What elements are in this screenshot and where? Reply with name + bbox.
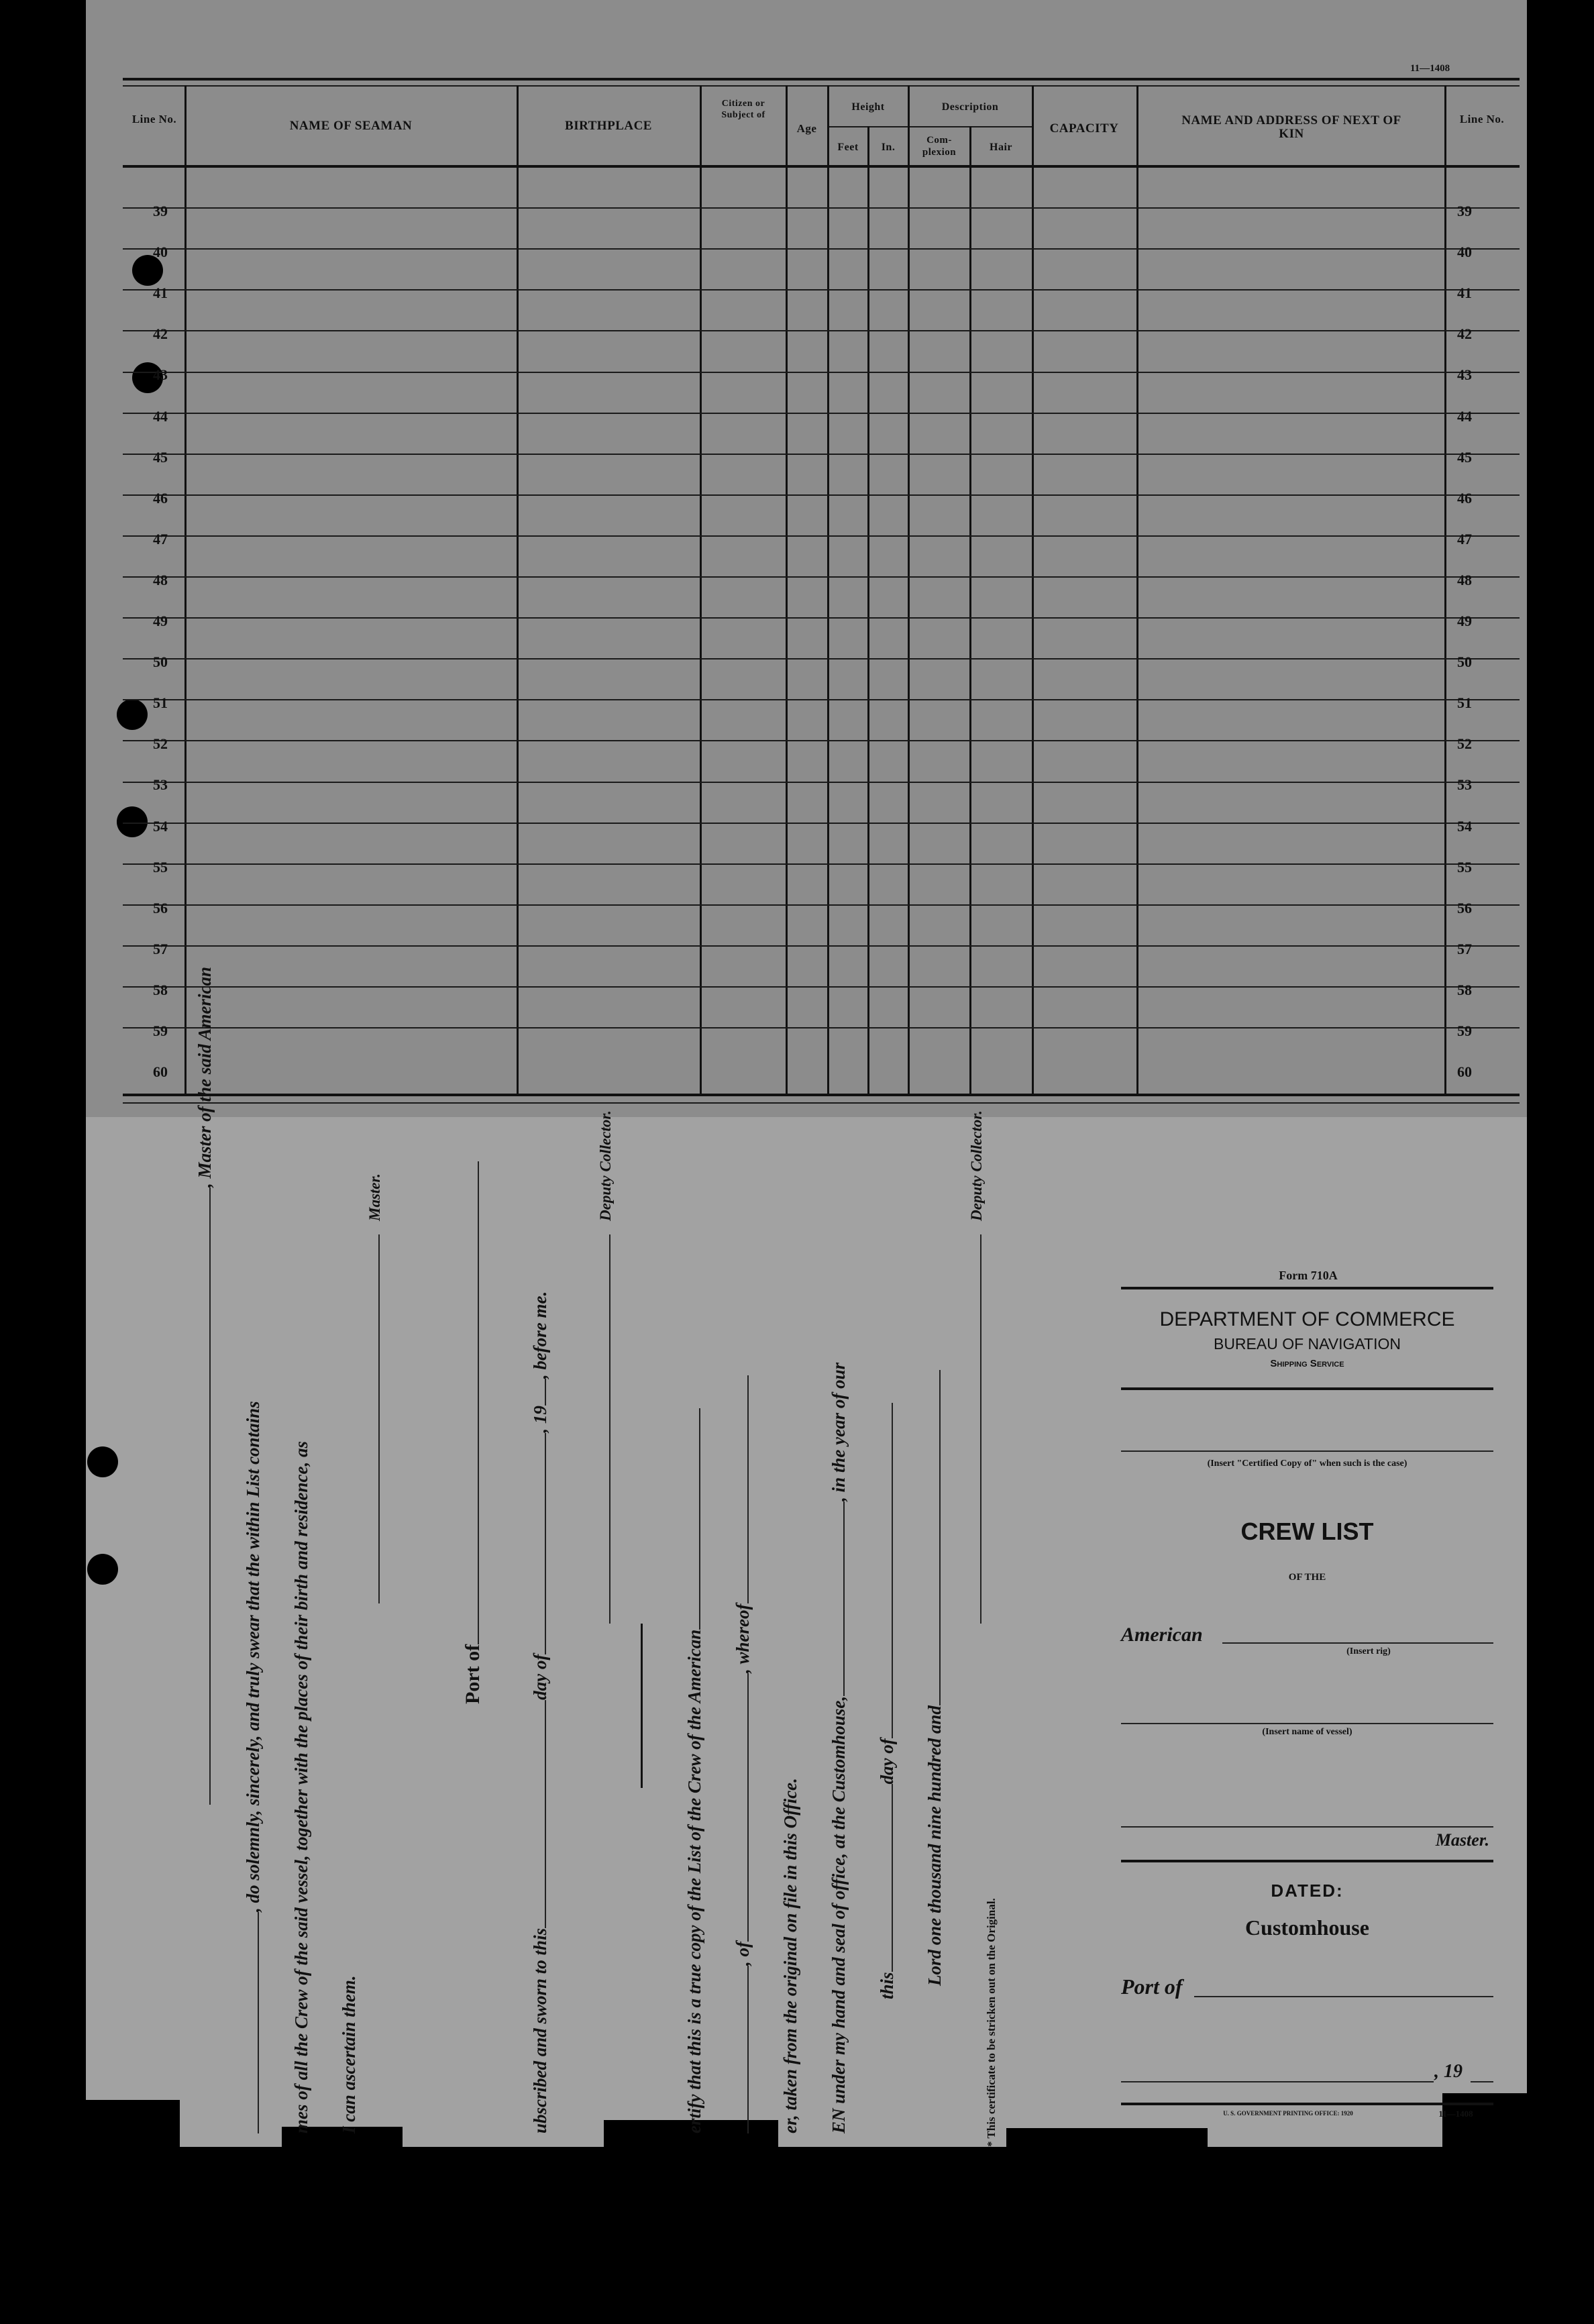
row-number-left: 54 — [153, 818, 168, 835]
header-feet: Feet — [837, 142, 859, 153]
row-number-left: 50 — [153, 653, 168, 670]
col-divider — [908, 85, 910, 1095]
row-number-left: 44 — [153, 408, 168, 425]
row-number-left: 55 — [153, 859, 168, 876]
table-row — [123, 576, 1520, 578]
table-row — [123, 782, 1520, 783]
row-number-right: 47 — [1457, 531, 1472, 547]
row-number-left: 56 — [153, 900, 168, 916]
col-divider — [1032, 85, 1034, 1095]
blank — [747, 1673, 749, 1942]
master-line — [1121, 1826, 1493, 1828]
header-complexion: Com- plexion — [922, 135, 957, 158]
blank — [258, 1912, 259, 2133]
row-number-right: 40 — [1457, 244, 1472, 260]
deputy-signature-line-1: Deputy Collector. — [597, 1110, 615, 1624]
header-description: Description — [941, 101, 999, 113]
row-number-left: 45 — [153, 449, 168, 466]
blank — [699, 1408, 700, 1630]
header-birthplace: BIRTHPLACE — [565, 119, 652, 133]
port-of-line: Port of — [462, 1161, 484, 1704]
table-row — [123, 986, 1520, 988]
american-label: American — [1121, 1624, 1203, 1646]
table-row — [123, 617, 1520, 619]
row-number-left: 59 — [153, 1022, 168, 1039]
blank — [545, 1433, 546, 1654]
header-name-of-seaman: NAME OF SEAMAN — [289, 119, 413, 133]
punch-hole — [117, 699, 148, 730]
department: DEPARTMENT OF COMMERCE — [1159, 1308, 1455, 1330]
row-number-left: 46 — [153, 490, 168, 507]
table-row — [123, 372, 1520, 373]
row-number-left: 39 — [153, 203, 168, 219]
insert-vessel: (Insert name of vessel) — [1262, 1727, 1352, 1737]
form-number: Form 710A — [1279, 1269, 1338, 1282]
table-row — [123, 494, 1520, 496]
rig-line — [1222, 1642, 1493, 1644]
header-next-of-kin: NAME AND ADDRESS OF NEXT OF KIN — [1181, 113, 1401, 141]
service: Shipping Service — [1270, 1358, 1344, 1369]
row-number-left: 57 — [153, 941, 168, 957]
table-row — [123, 823, 1520, 824]
row-number-left: 58 — [153, 982, 168, 998]
table-row — [123, 945, 1520, 947]
col-divider — [1444, 85, 1446, 1095]
master-label: Master. — [1435, 1830, 1489, 1850]
row-number-right: 49 — [1457, 613, 1472, 629]
panel-bottom-rule — [1121, 2103, 1493, 2105]
col-divider — [786, 85, 788, 1095]
header-line-no-right: Line No. — [1459, 113, 1505, 125]
row-number-left: 60 — [153, 1063, 168, 1080]
gpo-imprint: U. S. GOVERNMENT PRINTING OFFICE: 1920 — [1223, 2110, 1353, 2117]
deputy-signature-line-2: Deputy Collector. — [968, 1110, 986, 1624]
oath-line-4: I can ascertain them. — [339, 1975, 359, 2133]
form-code-bottom: 11—1408 — [1438, 2109, 1473, 2119]
table-row — [123, 699, 1520, 700]
row-number-left: 43 — [153, 366, 168, 383]
row-number-right: 55 — [1457, 859, 1472, 876]
col-divider — [1136, 85, 1138, 1095]
table-row — [123, 454, 1520, 455]
blank — [939, 1370, 941, 1705]
torn-edge — [86, 2100, 180, 2154]
year-line — [1471, 2081, 1493, 2082]
certificate-line-4: EN under my hand and seal of office, at the Customhouse,, in the year of our — [829, 1362, 849, 2133]
insert-rig: (Insert rig) — [1346, 1646, 1391, 1656]
insert-certified-copy: (Insert "Certified Copy of" when such is the case) — [1207, 1459, 1407, 1469]
certificate-line-1: ertify that this is a true copy of the List of the Crew of the American — [684, 1408, 705, 2133]
row-number-right: 54 — [1457, 818, 1472, 835]
header-inches: In. — [881, 142, 896, 153]
row-number-right: 58 — [1457, 982, 1472, 998]
col-divider — [867, 126, 869, 1095]
port-of-label: Port of — [1121, 1974, 1183, 1999]
table-row — [123, 248, 1520, 250]
torn-edge — [1006, 2128, 1208, 2168]
subscribed-line: ubscribed and sworn to thisday of, 19, before me. — [530, 1291, 550, 2133]
punch-hole — [87, 1446, 118, 1477]
row-number-right: 56 — [1457, 900, 1472, 916]
rule — [1121, 1387, 1493, 1390]
row-number-right: 57 — [1457, 941, 1472, 957]
blank — [378, 1234, 380, 1603]
row-number-right: 45 — [1457, 449, 1472, 466]
rule — [1121, 1860, 1493, 1862]
row-number-right: 44 — [1457, 408, 1472, 425]
table-row — [123, 740, 1520, 741]
table-row — [123, 413, 1520, 414]
row-number-left: 41 — [153, 284, 168, 301]
table-row — [123, 1027, 1520, 1028]
header-hair: Hair — [990, 142, 1012, 153]
certificate-line-3: er, taken from the original on file in this Office. — [780, 1778, 800, 2133]
panel-top-rule — [1121, 1287, 1493, 1289]
table-row — [123, 330, 1520, 331]
col-divider — [517, 85, 519, 1095]
header-citizen: Citizen or Subject of — [721, 99, 765, 120]
oath-line-2: , do solemnly, sincerely, and truly swear that the within List contains — [243, 1401, 264, 2133]
row-number-left: 48 — [153, 572, 168, 588]
row-number-right: 50 — [1457, 653, 1472, 670]
certificate-footnote: * This certificate to be stricken out on the Original. — [985, 1898, 998, 2147]
row-number-left: 49 — [153, 613, 168, 629]
table-row — [123, 904, 1520, 906]
crew-list-title: CREW LIST — [1240, 1518, 1374, 1545]
certificate-line-6: Lord one thousand nine hundred and — [924, 1370, 945, 1986]
row-number-left: 40 — [153, 244, 168, 260]
certificate-line-2: , of, whereof — [733, 1376, 753, 2134]
row-number-left: 51 — [153, 694, 168, 711]
master-signature-line: Master. — [366, 1173, 384, 1603]
table-row — [123, 535, 1520, 537]
oath-line-3: mes of all the Crew of the said vessel, together with the places of their birth and residence, as — [291, 1441, 311, 2133]
blank — [545, 1379, 546, 1406]
row-number-right: 43 — [1457, 366, 1472, 383]
col-divider — [827, 85, 829, 1095]
row-number-right: 48 — [1457, 572, 1472, 588]
header-capacity: CAPACITY — [1049, 121, 1119, 136]
row-number-right: 51 — [1457, 694, 1472, 711]
table-top-border — [123, 78, 1520, 81]
col-divider — [700, 85, 702, 1095]
row-number-right: 46 — [1457, 490, 1472, 507]
table-bottom-border-inner — [123, 1102, 1520, 1104]
blank — [747, 1966, 749, 2133]
header-age: Age — [796, 122, 817, 135]
punch-hole — [87, 1554, 118, 1585]
row-number-right: 41 — [1457, 284, 1472, 301]
punch-hole — [117, 806, 148, 837]
table-row — [123, 289, 1520, 290]
date-line — [1121, 2081, 1434, 2082]
blank — [843, 1501, 845, 1696]
blank — [747, 1376, 749, 1604]
header-height: Height — [851, 101, 885, 113]
row-number-right: 59 — [1457, 1022, 1472, 1039]
col-divider — [184, 85, 187, 1095]
row-number-right: 52 — [1457, 735, 1472, 752]
row-number-right: 60 — [1457, 1063, 1472, 1080]
row-number-left: 53 — [153, 776, 168, 793]
header-line-no: Line No. — [131, 113, 177, 125]
blank — [545, 1700, 546, 1928]
table-row — [123, 863, 1520, 865]
blank — [892, 1784, 893, 1972]
blank — [980, 1234, 981, 1624]
customhouse-label: Customhouse — [1245, 1915, 1369, 1940]
certificate-line-5: thisday of — [877, 1403, 898, 1999]
row-number-left: 47 — [153, 531, 168, 547]
bureau: BUREAU OF NAVIGATION — [1213, 1335, 1401, 1353]
table-bottom-border — [123, 1094, 1520, 1096]
table-top-border-inner — [123, 85, 1520, 87]
port-line — [1194, 1996, 1493, 1997]
col-divider — [969, 126, 971, 1095]
row-number-right: 53 — [1457, 776, 1472, 793]
row-number-right: 39 — [1457, 203, 1472, 219]
certified-copy-line — [1121, 1450, 1493, 1452]
form-code-top: 11—1408 — [1410, 63, 1450, 74]
blank — [609, 1234, 610, 1624]
of-the: OF THE — [1288, 1572, 1326, 1583]
row-number-right: 42 — [1457, 325, 1472, 342]
header-bottom-border — [123, 165, 1520, 168]
row-number-left: 42 — [153, 325, 168, 342]
row-number-left: 52 — [153, 735, 168, 752]
table-row — [123, 658, 1520, 659]
blank — [209, 1187, 211, 1805]
vessel-line — [1121, 1723, 1493, 1724]
oath-line-1: , Master of the said American — [195, 967, 215, 1805]
blank — [478, 1161, 479, 1644]
blank — [892, 1403, 893, 1738]
year-prefix: , 19 — [1434, 2061, 1463, 2082]
table-row — [123, 207, 1520, 209]
dated-label: DATED: — [1271, 1881, 1344, 1901]
section-divider — [641, 1624, 643, 1788]
